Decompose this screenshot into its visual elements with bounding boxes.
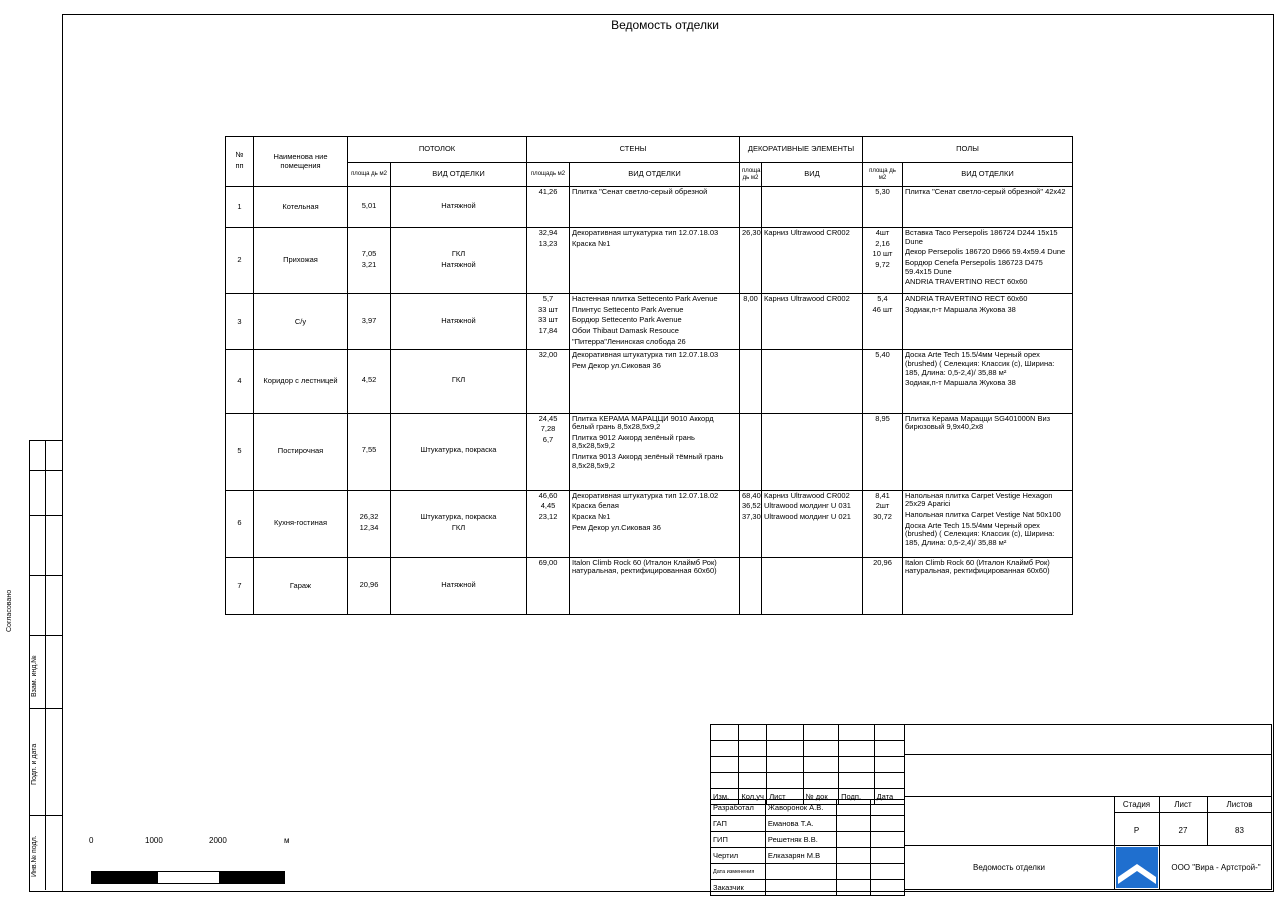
tb-company: ООО "Вира - Артстрой-"	[1171, 863, 1261, 872]
row-number: 5	[226, 413, 254, 490]
decor-kind	[762, 228, 863, 294]
floors-area-value: 2,16	[875, 238, 890, 248]
walls-finish	[570, 413, 740, 490]
walls-finish	[570, 490, 740, 557]
tb-col-qty: Кол.уч	[739, 789, 767, 805]
ceiling-area	[348, 557, 391, 614]
floors-area	[863, 228, 903, 294]
table-row	[226, 490, 1073, 557]
ceiling-finish	[391, 228, 527, 294]
decor-kind	[762, 413, 863, 490]
row-number: 7	[226, 557, 254, 614]
walls-finish-value: Плитка КЕРАМА МАРАЦЦИ 9010 Аккорд белый грань 8,5х28,5х9,2	[572, 413, 714, 432]
floors-area-value: 5,30	[875, 187, 890, 196]
floors-finish-value: Бордюр Cenefa Persepolis 186723 D475 59.4x15 Dune	[905, 257, 1043, 276]
ceiling-finish	[391, 187, 527, 228]
floors-finish-value: ANDRIA TRAVERTINO RECT 60x60	[905, 277, 1028, 287]
floors-finish-value: Italon Climb Rock 60 (Италон Клаймб Рок) натуральная, ректифицированная 60х60)	[905, 557, 1050, 576]
ceiling-finish-value: ГКЛ	[451, 375, 466, 385]
signature-person: Жаворонок А.В.	[765, 800, 836, 816]
floors-finish-value: Напольная плитка Carpet Vestige Nat 50х100	[905, 509, 1061, 519]
decor-area-value: 8,00	[743, 294, 758, 304]
ceiling-finish-value: ГКЛ	[451, 249, 466, 259]
floors-area-value: 9,72	[875, 259, 890, 269]
walls-finish-value: Обои Thibaut Damask Resouce	[572, 326, 679, 336]
header-decor-kind: ВИД	[762, 163, 863, 187]
tb-col-sheet: Лист	[767, 789, 803, 805]
signature-person: Еманова Т.А.	[765, 816, 836, 832]
ceiling-finish-value: Натяжной	[441, 315, 476, 325]
ceiling-finish-value: Натяжной	[441, 259, 476, 269]
decor-kind-value: Карниз Ultrawood CR002	[764, 294, 850, 304]
signature-row	[711, 816, 905, 832]
tb-stage-label: Стадия	[1122, 800, 1151, 809]
walls-area	[527, 228, 570, 294]
signature-role: ГИП	[711, 832, 766, 848]
walls-area	[527, 413, 570, 490]
floors-finish	[903, 228, 1073, 294]
floors-area	[863, 294, 903, 350]
header-ceiling: ПОТОЛОК	[348, 137, 527, 163]
signature-person	[765, 880, 836, 896]
walls-finish-value: Плитка 9013 Аккорд зелёный тёмный грань 8,5х28,5х9,2	[572, 452, 724, 470]
walls-area-value: 6,7	[542, 434, 554, 444]
tb-sheets: 83	[1235, 826, 1244, 835]
signature-person	[765, 864, 836, 880]
tb-sheet: 27	[1178, 826, 1188, 835]
floors-finish	[903, 490, 1073, 557]
walls-finish-value: Плитка 9012 Аккорд зелёный грань 8,5х28,5х9,2	[572, 432, 695, 451]
decor-kind	[762, 350, 863, 413]
ceiling-finish	[391, 350, 527, 413]
floors-area	[863, 413, 903, 490]
decor-area	[740, 187, 762, 228]
decor-area	[740, 294, 762, 350]
walls-area	[527, 350, 570, 413]
decor-kind	[762, 557, 863, 614]
walls-area-value: 24,45	[538, 413, 558, 423]
signature-row	[711, 864, 905, 880]
ceiling-area	[348, 350, 391, 413]
walls-area	[527, 294, 570, 350]
stamp-agreed: Согласовано	[6, 589, 13, 632]
floors-area	[863, 490, 903, 557]
walls-area-value: 32,94	[538, 228, 558, 238]
decor-area-value: 36,52	[742, 501, 761, 511]
tb-stage: Р	[1133, 826, 1140, 835]
walls-finish-value: Настенная плитка Settecento Park Avenue	[572, 294, 718, 304]
header-floors-area: площа дь м2	[863, 163, 903, 187]
walls-area-value: 13,23	[538, 238, 558, 248]
signature-role: Разработал	[711, 800, 766, 816]
walls-finish-value: Italon Climb Rock 60 (Италон Клаймб Рок) натуральная, ректифицированная 60х60)	[572, 557, 717, 576]
floors-area	[863, 187, 903, 228]
floors-finish-value: Доска Arte Tech 15.5/4мм Черный орех (brushed) ( Селекция: Классик (c), Ширина: 185, Длина: 0,5-2,4)/ 35,88 м²	[905, 350, 1055, 377]
walls-finish-value: Бордюр Settecento Park Avenue	[572, 315, 682, 325]
scale-label-2000: 2000	[209, 836, 227, 845]
row-number: 2	[226, 228, 254, 294]
ceiling-finish	[391, 490, 527, 557]
table-row	[226, 294, 1073, 350]
tb-col-doc: № док	[803, 789, 838, 805]
page-title: Ведомость отделки	[611, 18, 719, 32]
company-logo-icon	[1116, 847, 1158, 888]
header-ceiling-area: площа дь м2	[348, 163, 391, 187]
ceiling-area-value: 5,01	[361, 200, 377, 210]
header-decor: ДЕКОРАТИВНЫЕ ЭЛЕМЕНТЫ	[740, 137, 863, 163]
floors-finish-value: Вставка Taco Persepolis 186724 D244 15x15 Dune	[905, 228, 1058, 246]
walls-finish	[570, 557, 740, 614]
tb-col-date: Дата	[874, 789, 904, 805]
walls-area-value: 7,28	[540, 424, 556, 434]
scale-label-0: 0	[89, 836, 94, 845]
floors-area	[863, 557, 903, 614]
signature-rows	[710, 799, 905, 896]
signature-role: Чертил	[711, 848, 766, 864]
ceiling-finish	[391, 557, 527, 614]
walls-finish-value: Краска №1	[572, 511, 611, 521]
row-number: 4	[226, 350, 254, 413]
decor-area	[740, 413, 762, 490]
table-row	[226, 557, 1073, 614]
room-name: Коридор с лестницей	[254, 350, 348, 413]
ceiling-area-value: 20,96	[359, 579, 379, 589]
decor-area-value: 37,30	[742, 511, 761, 521]
floors-finish-value: Плитка Керама Марацци SG401000N Виз бирюзовый 9,9х40,2х8	[905, 413, 1051, 432]
header-walls-area: площадь м2	[527, 163, 570, 187]
decor-kind-value: Карниз Ultrawood CR002	[764, 490, 850, 500]
walls-finish-value: Рем Декор ул.Сиковая 36	[572, 361, 661, 371]
walls-finish-value: "Питерра"Ленинская слобода 26	[572, 336, 686, 346]
room-name: Кухня-гостиная	[254, 490, 348, 557]
walls-area-value: 69,00	[538, 557, 558, 567]
table-row	[226, 187, 1073, 228]
decor-kind	[762, 187, 863, 228]
signature-row	[711, 880, 905, 896]
stamp-original-inv: Инв.№ подл.	[31, 835, 38, 877]
row-number: 1	[226, 187, 254, 228]
room-name: Прихожая	[254, 228, 348, 294]
ceiling-area-value: 4,52	[361, 375, 377, 385]
floors-area-value: 5,4	[877, 294, 888, 304]
scale-label-1000: 1000	[145, 836, 163, 845]
floors-finish	[903, 350, 1073, 413]
walls-finish	[570, 228, 740, 294]
ceiling-area	[348, 228, 391, 294]
signature-role: Заказчик	[711, 880, 766, 896]
signature-row	[711, 832, 905, 848]
tb-col-sign: Подп.	[839, 789, 874, 805]
revision-grid	[710, 724, 905, 805]
floors-area-value: 30,72	[873, 511, 892, 521]
floors-area-value: 10 шт	[872, 249, 893, 259]
room-name: С/у	[254, 294, 348, 350]
decor-area	[740, 557, 762, 614]
floors-area-value: 46 шт	[872, 304, 893, 314]
ceiling-area-value: 12,34	[359, 522, 379, 532]
floors-area-value: 8,41	[875, 490, 890, 500]
ceiling-area-value: 3,97	[361, 315, 377, 325]
signature-person: Елказарян М.В	[765, 848, 836, 864]
ceiling-area	[348, 413, 391, 490]
header-floors-finish: ВИД ОТДЕЛКИ	[903, 163, 1073, 187]
floors-finish	[903, 187, 1073, 228]
walls-area-value: 5,7	[542, 294, 554, 304]
decor-kind-value: Ultrawood молдинг U 021	[764, 511, 851, 521]
decor-kind-value: Ultrawood молдинг U 031	[764, 501, 851, 511]
header-decor-area: площа дь м2	[740, 163, 762, 187]
walls-area-value: 41,26	[538, 187, 558, 196]
ceiling-finish-value: Штукатурка, покраска	[420, 445, 497, 455]
floors-finish	[903, 413, 1073, 490]
floors-finish-value: Зодиак,п-т Маршала Жукова 38	[905, 378, 1016, 388]
walls-area	[527, 557, 570, 614]
header-walls: СТЕНЫ	[527, 137, 740, 163]
floors-area-value: 5,40	[875, 350, 890, 360]
ceiling-area-value: 7,05	[361, 249, 377, 259]
header-num: № пп	[226, 137, 254, 187]
row-number: 6	[226, 490, 254, 557]
walls-area-value: 46,60	[538, 490, 558, 500]
decor-area	[740, 228, 762, 294]
floors-finish	[903, 294, 1073, 350]
stamp-replace-inv: Взам. инд.№	[31, 655, 38, 697]
ceiling-finish-value: Натяжной	[441, 200, 476, 210]
header-walls-finish: ВИД ОТДЕЛКИ	[570, 163, 740, 187]
ceiling-area	[348, 187, 391, 228]
header-floors: ПОЛЫ	[863, 137, 1073, 163]
table-row	[226, 228, 1073, 294]
walls-finish	[570, 350, 740, 413]
stamp-sign-date: Подп. и дата	[31, 743, 38, 785]
walls-area	[527, 490, 570, 557]
room-name: Котельная	[254, 187, 348, 228]
floors-area-value: 20,96	[873, 557, 892, 567]
room-name: Гараж	[254, 557, 348, 614]
floors-area-value: 2шт	[875, 501, 890, 511]
walls-area-value: 4,45	[540, 501, 556, 511]
walls-finish-value: Декоративная штукатурка тип 12.07.18.02	[572, 490, 719, 500]
walls-finish-value: Плинтус Settecento Park Avenue	[572, 304, 684, 314]
walls-area-value: 32,00	[538, 350, 558, 360]
row-number: 3	[226, 294, 254, 350]
signature-person: Решетняк В.В.	[765, 832, 836, 848]
ceiling-area-value: 26,32	[359, 512, 379, 522]
floors-finish-value: ANDRIA TRAVERTINO RECT 60x60	[905, 294, 1028, 304]
floors-area-value: 8,95	[875, 413, 890, 423]
signature-role: ГАП	[711, 816, 766, 832]
walls-finish	[570, 294, 740, 350]
header-ceiling-finish: ВИД ОТДЕЛКИ	[391, 163, 527, 187]
signature-role: Дата изменения	[711, 864, 766, 880]
ceiling-finish-value: ГКЛ	[451, 522, 466, 532]
walls-finish-value: Декоративная штукатурка тип 12.07.18.03	[572, 350, 719, 360]
decor-kind-value: Карниз Ultrawood CR002	[764, 228, 850, 238]
ceiling-area-value: 3,21	[361, 259, 377, 269]
ceiling-area	[348, 490, 391, 557]
floors-finish-value: Доска Arte Tech 15.5/4мм Черный орех (brushed) ( Селекция: Классик (c), Ширина: 185, Длина: 0,5-2,4)/ 35,88 м²	[905, 520, 1055, 547]
ceiling-finish-value: Штукатурка, покраска	[420, 512, 497, 522]
decor-area	[740, 490, 762, 557]
walls-finish-value: Краска №1	[572, 238, 611, 248]
ceiling-finish-value: Натяжной	[441, 579, 476, 589]
floors-finish-value: Плитка "Сенат светло-серый обрезной" 42х42	[905, 187, 1066, 196]
walls-area-value: 23,12	[538, 511, 558, 521]
tb-doc-title: Ведомость отделки	[973, 863, 1045, 872]
walls-finish-value: Рем Декор ул.Сиковая 36	[572, 522, 661, 532]
walls-finish-value: Плитка "Сенат светло-серый обрезной	[572, 187, 708, 196]
signature-row	[711, 848, 905, 864]
floors-finish	[903, 557, 1073, 614]
room-name: Постирочная	[254, 413, 348, 490]
walls-finish	[570, 187, 740, 228]
walls-area-value: 33 шт	[538, 315, 558, 325]
tb-sheet-label: Лист	[1174, 800, 1192, 809]
decor-area-value: 68,40	[742, 490, 761, 500]
floors-finish-value: Напольная плитка Carpet Vestige Hexagon 25х29 Aparici	[905, 490, 1053, 509]
walls-area-value: 17,84	[538, 326, 558, 336]
table-row	[226, 413, 1073, 490]
walls-finish-value: Краска белая	[572, 501, 619, 511]
floors-area-value: 4шт	[875, 228, 890, 238]
ceiling-area	[348, 294, 391, 350]
walls-area	[527, 187, 570, 228]
decor-kind	[762, 294, 863, 350]
walls-finish-value: Декоративная штукатурка тип 12.07.18.03	[572, 228, 719, 238]
finishing-schedule-table	[225, 136, 1073, 615]
table-row	[226, 350, 1073, 413]
floors-area	[863, 350, 903, 413]
header-room-name: Наименова ние помещения	[254, 137, 348, 187]
walls-area-value: 33 шт	[538, 304, 558, 314]
tb-sheets-label: Листов	[1226, 800, 1253, 809]
floors-finish-value: Декор Persepolis 186720 D966 59.4x59.4 Dune	[905, 247, 1066, 257]
decor-area	[740, 350, 762, 413]
scale-label-unit: м	[284, 836, 290, 845]
ceiling-finish	[391, 294, 527, 350]
ceiling-finish	[391, 413, 527, 490]
ceiling-area-value: 7,55	[361, 445, 377, 455]
decor-area-value: 26,30	[742, 228, 761, 238]
floors-finish-value: Зодиак,п-т Маршала Жукова 38	[905, 304, 1016, 314]
decor-kind	[762, 490, 863, 557]
signature-row	[711, 800, 905, 816]
tb-col-change: Изм.	[711, 789, 739, 805]
